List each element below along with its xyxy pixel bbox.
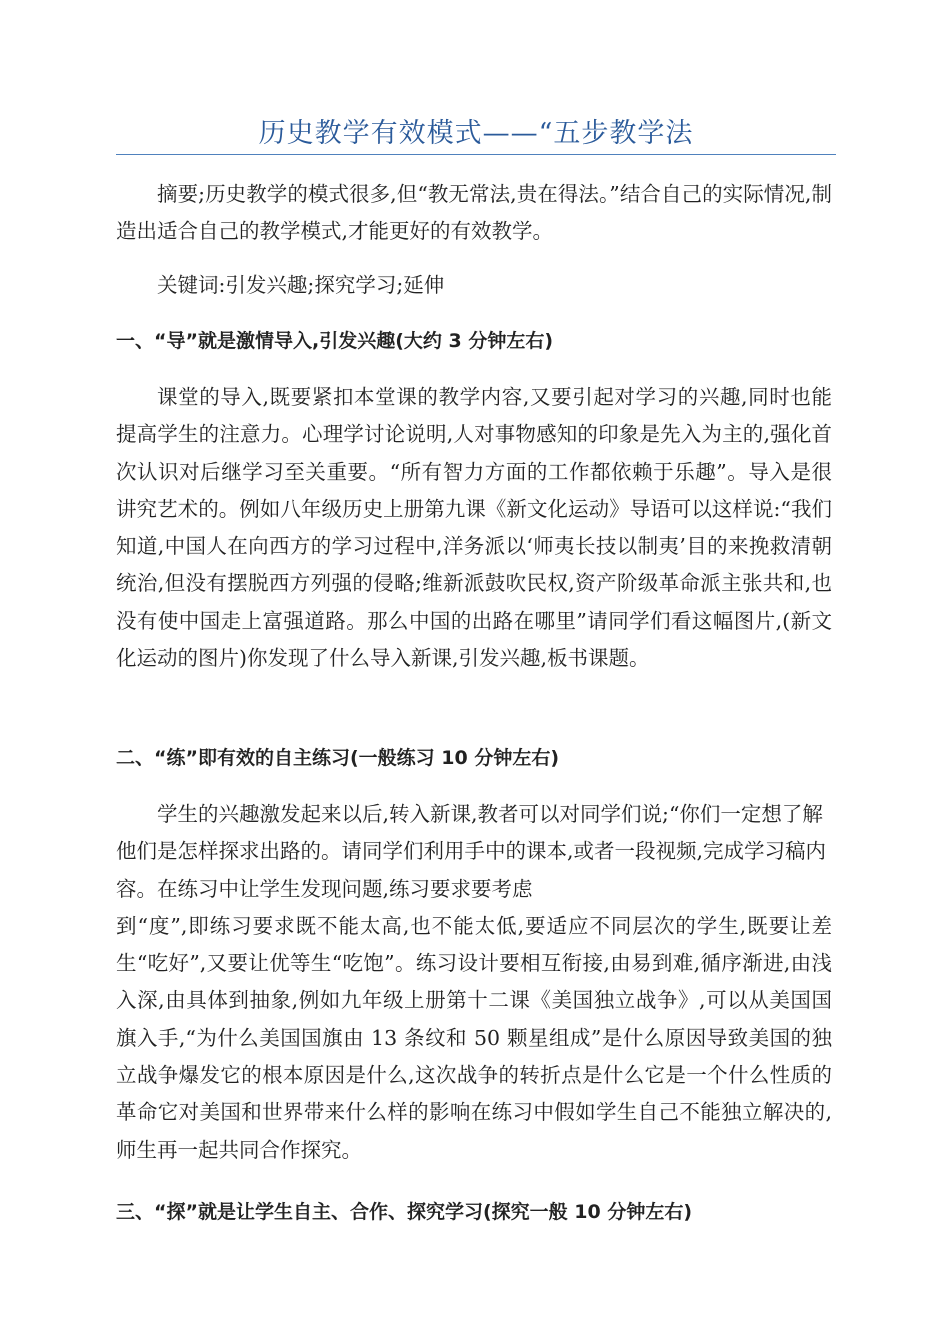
section-2-heading: 二、“练”即有效的自主练习(一般练习 10 分钟左右): [116, 747, 560, 769]
section-2-body-part-2: 到“度”,即练习要求既不能太高,也不能太低,要适应不同层次的学生,既要让差生“吃好”,又要让优等生“吃饱”。练习设计要相互衔接,由易到难,循序渐进,由浅入深,由具体到抽象,例如九年级上册第十二课《美国独立战争》,可以从美国国旗入手,“为什么美国国旗由 13 条纹和 50 颗星组成”是什么原因导致美国的独立战争爆发它的根本原因是什么,这次战争的转折点是什么它是一个什么性质的革命它对美国和世界带来什么样的影响在练习中假如学生自己不能独立解决的,师生再一起共同合作探究。: [116, 913, 832, 1162]
document-title: 历史教学有效模式——“五步教学法: [258, 118, 694, 149]
section-1-heading: 一、“导”就是激情导入,引发兴趣(大约 3 分钟左右): [116, 330, 554, 352]
abstract-paragraph: 摘要;历史教学的模式很多,但“教无常法,贵在得法。”结合自己的实际情况,制造出适合自己的教学模式,才能更好的有效教学。: [116, 182, 832, 244]
section-2-body-part-1: 学生的兴趣激发起来以后,转入新课,教者可以对同学们说;“你们一定想了解他们是怎样探求出路的。请同学们利用手中的课本,或者一段视频,完成学习稿内容。在练习中让学生发现问题,练习要求要考虑: [116, 802, 827, 901]
keywords-line: 关键词:引发兴趣;探究学习;延伸: [157, 273, 445, 297]
section-3-heading: 三、“探”就是让学生自主、合作、探究学习(探究一般 10 分钟左右): [116, 1201, 693, 1223]
section-1-body: 课堂的导入,既要紧扣本堂课的教学内容,又要引起对学习的兴趣,同时也能提高学生的注意力。心理学讨论说明,人对事物感知的印象是先入为主的,强化首次认识对后继学习至关重要。“所有智力方面的工作都依赖于乐趣”。导入是很讲究艺术的。例如八年级历史上册第九课《新文化运动》导语可以这样说:“我们知道,中国人在向西方的学习过程中,洋务派以‘师夷长技以制夷’目的来挽救清朝统治,但没有摆脱西方列强的侵略;维新派鼓吹民权,资产阶级革命派主张共和,也没有使中国走上富强道路。那么中国的出路在哪里”请同学们看这幅图片,(新文化运动的图片)你发现了什么导入新课,引发兴趣,板书课题。: [116, 385, 832, 671]
title-underline: [116, 154, 836, 155]
section-2-body: [116, 796, 832, 1169]
